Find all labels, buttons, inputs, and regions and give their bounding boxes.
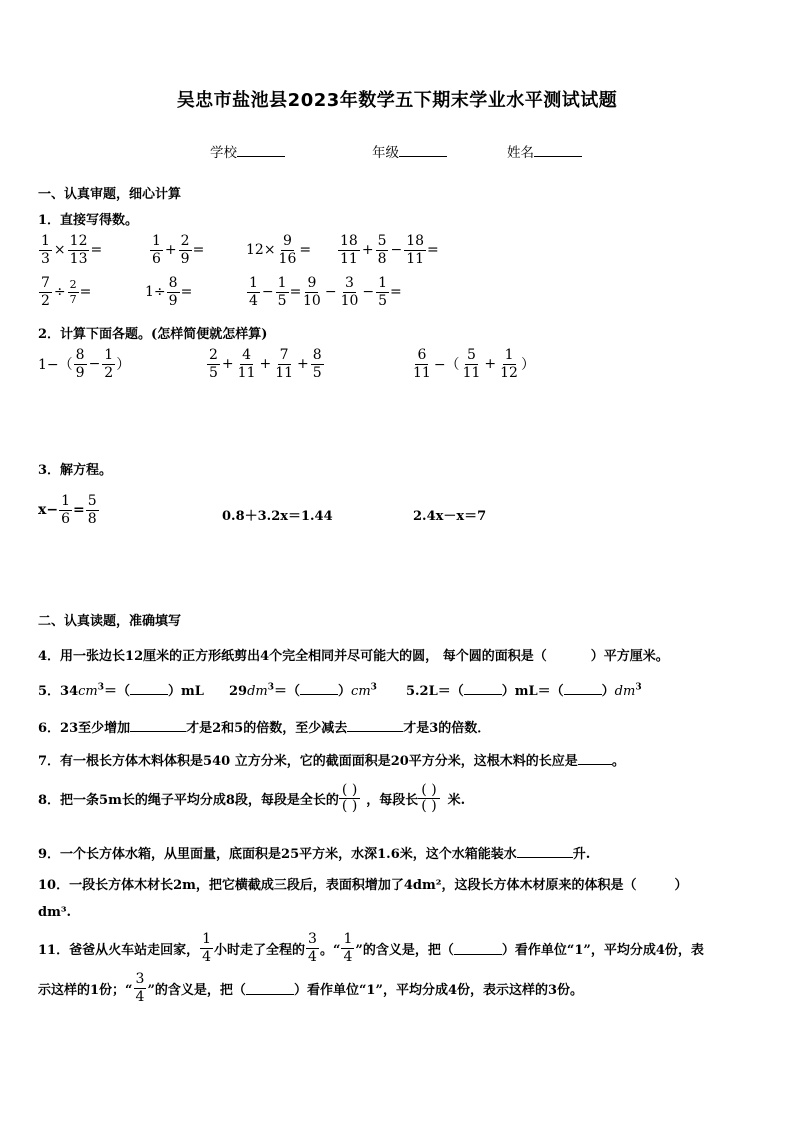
q11-line-1: 11．爸爸从火车站走回家， $\frac{1}{4}$ 小时走了全程的 $\frac{3}{4}$ 。“ $\frac{1}{4}$ ”的含义是，把（ ）看作单位“1”，平均分成4份，表 (38, 931, 704, 965)
fraction: $\frac{4}{11}$ (237, 347, 256, 381)
answer-blank[interactable] (464, 682, 502, 695)
fraction: $\frac{3}{4}$ (308, 931, 317, 965)
answer-blank[interactable] (246, 982, 294, 995)
fraction: $\frac{1}{12}$ (500, 347, 518, 381)
fraction: $\frac{12}{13}$ (69, 233, 88, 267)
fraction: $\frac{2}{7}$ (69, 278, 77, 306)
answer-blank[interactable] (300, 682, 338, 695)
q1-item-6: 1÷ $\frac{8}{9}$ = (145, 275, 193, 309)
q8: 8．把一条5m长的绳子平均分成8段，每段是全长的 ( ) ( ) ，每段长 ( ) ( ) 米. (38, 782, 466, 815)
answer-fraction-blank[interactable]: ( ) ( ) (339, 783, 360, 815)
fraction: $\frac{18}{11}$ (406, 233, 425, 267)
fraction: $\frac{5}{8}$ (377, 233, 387, 267)
fraction: $\frac{3}{4}$ (135, 971, 145, 1005)
grade-blank[interactable] (399, 144, 447, 157)
q1-item-2: $\frac{1}{6}$ + $\frac{2}{9}$ = (152, 233, 205, 267)
fraction: $\frac{7}{2}$ (41, 275, 50, 309)
school-blank[interactable] (237, 144, 285, 157)
answer-blank[interactable] (564, 682, 602, 695)
q2-expr-3: $\frac{6}{11}$ −（ $\frac{5}{11}$ + $\frac{1}{12}$ ） (413, 347, 535, 381)
school-field (210, 141, 285, 161)
answer-blank[interactable] (130, 719, 186, 732)
fraction: $\frac{18}{11}$ (340, 233, 358, 267)
fraction: $\frac{1}{6}$ (152, 233, 161, 267)
q2-expr-2: $\frac{2}{5}$ + $\frac{4}{11}$ + $\frac{7}{11}$ + $\frac{8}{5}$ (209, 347, 322, 381)
answer-blank[interactable] (130, 682, 168, 695)
answer-blank[interactable] (547, 648, 591, 660)
answer-blank[interactable] (517, 845, 573, 858)
q3-equation-1: x− $\frac{1}{6}$ = $\frac{5}{8}$ (38, 493, 97, 527)
school-label: 学校 (210, 145, 237, 161)
fraction: $\frac{1}{5}$ (277, 275, 287, 309)
q9: 9．一个长方体水箱，从里面量，底面积是25平方米，水深1.6米，这个水箱能装水 升. (38, 847, 591, 862)
answer-blank[interactable] (578, 752, 612, 765)
fraction: $\frac{5}{11}$ (462, 347, 481, 381)
q1-item-4: $\frac{18}{11}$ + $\frac{5}{8}$ − $\frac{18}{11}$ = (340, 233, 439, 267)
grade-label: 年级 (372, 145, 399, 161)
fraction: $\frac{1}{4}$ (249, 275, 258, 309)
section-1-heading: 一、认真审题，细心计算 (38, 187, 182, 202)
fraction: $\frac{1}{4}$ (343, 931, 353, 965)
q1-item-8: $\frac{9}{10}$ − $\frac{3}{10}$ − $\frac{1}{5}$ = (303, 275, 402, 309)
q2-label: 2．计算下面各题。(怎样简便就怎样算) (38, 327, 268, 342)
fraction: $\frac{9}{10}$ (303, 275, 321, 309)
fraction: $\frac{2}{5}$ (209, 347, 218, 381)
fraction: $\frac{6}{11}$ (413, 347, 431, 381)
fraction: $\frac{1}{2}$ (104, 347, 114, 381)
fraction: $\frac{1}{5}$ (378, 275, 388, 309)
grade-field (372, 141, 447, 161)
q11-line-2: 示这样的1份；“ $\frac{3}{4}$ ”的含义是，把（ ）看作单位“1”，平均分成4份，表示这样的3份。 (38, 971, 584, 1005)
fraction: $\frac{1}{6}$ (61, 493, 70, 527)
section-2-heading: 二、认真读题，准确填写 (38, 614, 182, 629)
fraction: $\frac{2}{9}$ (180, 233, 190, 267)
fraction: $\frac{7}{11}$ (275, 347, 294, 381)
name-blank[interactable] (534, 144, 582, 157)
q5: 5．$34cm^3=$（ ）mL $29dm^3=$（ ）$cm^3$ 5.2L＝（ ）mL＝（ ）$dm^3$ (38, 682, 642, 699)
answer-blank[interactable] (636, 877, 674, 889)
q7: 7．有一根长方体木料体积是540 立方分米，它的截面面积是20平方分米，这根木料的长应是 。 (38, 754, 625, 769)
q10-line-2: dm³. (38, 905, 72, 920)
q2-expr-1: 1−（ $\frac{8}{9}$ − $\frac{1}{2}$ ） (38, 347, 131, 381)
q10-line-1: 10．一段长方体木材长2m，把它横截成三段后，表面积增加了4dm²，这段长方体木材原来的体积是（ ） (38, 878, 688, 893)
q1-item-3: 12× $\frac{9}{16}$ = (246, 233, 312, 267)
fraction: $\frac{9}{16}$ (278, 233, 297, 267)
fraction: $\frac{1}{4}$ (202, 931, 212, 965)
q3-equation-3: 2.4x－x＝7 (413, 509, 487, 524)
fraction: $\frac{3}{10}$ (340, 275, 359, 309)
q3-label: 3．解方程。 (38, 463, 113, 478)
answer-fraction-blank[interactable]: ( ) ( ) (418, 783, 439, 815)
fraction: $\frac{8}{5}$ (312, 347, 322, 381)
page-title: 吴忠市盐池县2023年数学五下期末学业水平测试试题 (176, 90, 618, 111)
q1-item-1: $\frac{1}{3}$ × $\frac{12}{13}$ = (41, 233, 103, 267)
answer-blank[interactable] (347, 719, 403, 732)
fraction: $\frac{5}{8}$ (87, 493, 97, 527)
q1-item-7: $\frac{1}{4}$ − $\frac{1}{5}$ = (249, 275, 302, 309)
q3-equation-2: 0.8＋3.2x＝1.44 (222, 509, 333, 524)
name-label: 姓名 (507, 145, 534, 161)
fraction: $\frac{1}{3}$ (41, 233, 50, 267)
q1-item-5: $\frac{7}{2}$ ÷ $\frac{2}{7}$ = (41, 275, 92, 309)
fraction: $\frac{8}{9}$ (75, 347, 85, 381)
q6: 6．23至少增加 才是2和5的倍数，至少减去 才是3的倍数． (38, 721, 491, 736)
name-field (507, 141, 582, 161)
fraction: $\frac{8}{9}$ (168, 275, 178, 309)
answer-blank[interactable] (454, 942, 502, 955)
q4: 4．用一张边长12厘米的正方形纸剪出4个完全相同并尽可能大的圆， 每个圆的面积是（ ）平方厘米。 (38, 649, 669, 664)
q1-label: 1．直接写得数。 (38, 213, 139, 228)
